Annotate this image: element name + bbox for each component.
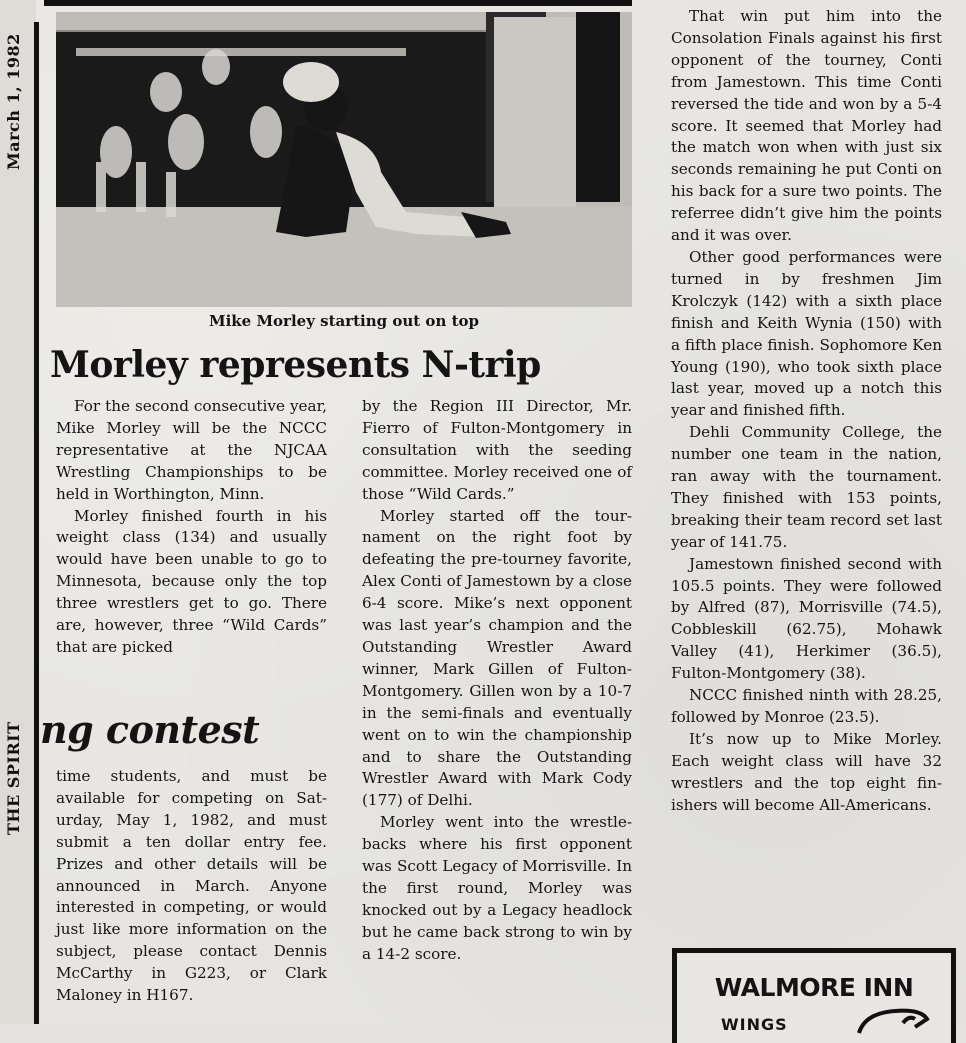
paragraph: Morley went into the wrestlebacks where his first opponent was Scott Legacy of Morrisville. In the first round, Morley was knocked out by a Legacy headlock but he came back strong to win by a 14-2 score. [362, 813, 632, 963]
paragraph: That win put him into the Consolation Finals against his first opponent of the tourney, Conti from Jamestown. This time Conti reversed the tide and won by a 5-4 score. It seemed that Morley had the match won when with just six seconds remaining he put Conti on his back for a sure two points. The referree didn’t give him the points and it was over. [671, 7, 942, 245]
article-headline: Morley represents N-trip [50, 344, 541, 386]
paragraph: Morley finished fourth in his weight class (134) and usually would have been unable to go to Minnesota, because only the top three wrestlers get to go. There are, however, three “Wild Cards” that are picked [56, 506, 327, 656]
article-column-3 [671, 6, 942, 817]
paragraph: Other good performances were turned in by freshmen Jim Krolczyk (142) with a sixth place finish and Keith Wynia (150) with a fifth place finish. Sophomore Ken Young (190), who took sixth place last year, moved up a notch this year and finished fifth. [671, 247, 942, 420]
ad-title: WALMORE INN [714, 973, 914, 1002]
article-column-2 [362, 396, 632, 966]
column-rule [34, 22, 39, 1024]
paragraph: time students, and must be available for competing on Saturday, May 1, 1982, and must submit a ten dollar entry fee. Prizes and other details will be announced in March. Anyone interested in competing, or would just like more information on the subject, please contact Dennis McCarthy in G223, or Clark Maloney in H167. [56, 767, 327, 1005]
photo-caption: Mike Morley starting out on top [208, 312, 479, 330]
walmore-inn-advertisement [672, 948, 956, 1043]
contest-article-body [56, 766, 327, 1007]
paragraph: For the second consecutive year, Mike Morley will be the NCCC representative at the NJCAA Wrestling Championships to be held in Worthington, Minn. [56, 397, 327, 503]
top-rule [44, 0, 632, 6]
paragraph: NCCC finished ninth with 28.25, followed by Monroe (23.5). [671, 686, 942, 726]
paragraph: by the Region III Director, Mr. Fierro of Fulton-Montgomery in consultation with the seeding committee. Morley received one of those “Wild Cards.” [362, 397, 632, 503]
paragraph: It’s now up to Mike Morley. Each weight class will have 32 wrestlers and the top eight finishers will become All-Americans. [671, 729, 942, 814]
chicken-wing-icon [855, 1005, 935, 1035]
publication-name: THE SPIRIT [4, 721, 23, 835]
paragraph: Jamestown finished second with 105.5 points. They were followed by Alfred (87), Morrisville (74.5), Cobbleskill (62.75), Mohawk Valley (41), Herkimer (36.5), Fulton-Montgomery (38). [671, 554, 942, 683]
paragraph: Morley started off the tournament on the right foot by defeating the pre-tourney favorite, Alex Conti of Jamestown by a close 6-4 score. Mike’s next opponent was last year’s champion and the Outstanding Wrestler Award winner, Mark Gillen of Fulton-Montgomery. Gillen won by a 10-7 in the semi-finals and eventually went on to win the championship and to share the Outstanding Wrestler Award with Mark Cody (177) of Delhi. [362, 506, 632, 810]
paragraph: Dehli Community College, the number one team in the nation, ran away with the tournament. They finished with 153 points, breaking their team record set last year of 141.75. [671, 423, 942, 551]
contest-headline: ng contest [40, 707, 260, 752]
wrestling-photo [56, 12, 632, 307]
article-column-1 [56, 396, 327, 659]
wrestlers-illustration [56, 12, 632, 307]
issue-date: March 1, 1982 [4, 33, 23, 171]
ad-subtitle: WINGS [721, 1015, 788, 1034]
